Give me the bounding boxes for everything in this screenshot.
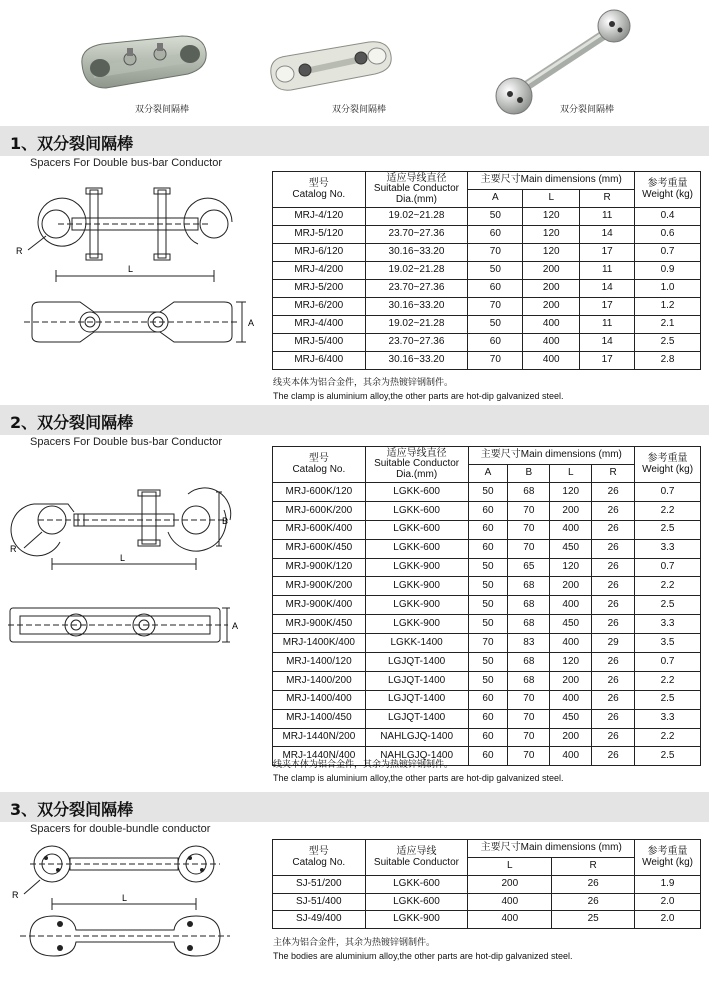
table-cell: 60 [468,280,523,298]
table-cell: 70 [508,747,550,766]
table-cell: 26 [592,747,635,766]
table-cell: 26 [592,709,635,728]
table-cell: 50 [468,558,508,577]
table-cell: 26 [592,653,635,672]
table-cell: 60 [468,709,508,728]
dim-label-l: L [122,893,128,903]
table-cell: 30.16~33.20 [365,352,468,370]
table-row [273,226,701,244]
table-cell: 200 [550,671,592,690]
col-dimensions: 主要尺寸Main dimensions (mm) [468,447,635,465]
table-row [273,334,701,352]
table-cell: MRJ-6/400 [273,352,366,370]
section-header [0,405,709,435]
table-cell: 2.8 [635,352,701,370]
table-cell: 0.7 [635,653,701,672]
table-cell: 70 [508,520,550,539]
table-row [273,709,701,728]
col-model: 型号 Catalog No. [273,447,366,483]
table-cell: 70 [508,539,550,558]
section-subtitle: Spacers for double-bundle conductor [30,823,211,835]
section-header [0,792,709,822]
table-cell: 2.2 [635,501,701,520]
table-cell: 26 [592,728,635,747]
table-cell: 2.5 [635,690,701,709]
table-cell: 11 [580,262,635,280]
table-cell: MRJ-600K/450 [273,539,366,558]
table-cell: 70 [508,728,550,747]
table-cell: LGKK-900 [365,558,468,577]
table-cell: MRJ-5/200 [273,280,366,298]
table-row [273,298,701,316]
table-cell: LGKK-900 [365,596,468,615]
table-cell: MRJ-5/400 [273,334,366,352]
table-cell: LGJQT-1400 [365,671,468,690]
table-cell: MRJ-6/200 [273,298,366,316]
table-cell: 26 [592,671,635,690]
table-cell: 70 [508,709,550,728]
col-dimensions: 主要尺寸Main dimensions (mm) [468,840,635,858]
table-cell: 14 [580,280,635,298]
table-cell: LGJQT-1400 [365,690,468,709]
col-conductor: 适应导线直径 Suitable Conductor Dia.(mm) [365,447,468,483]
table-cell: 120 [523,244,580,262]
table-row [273,728,701,747]
table-row [273,280,701,298]
photo-caption: 双分裂间隔棒 [332,104,387,114]
table-cell: SJ-49/400 [273,911,366,929]
table-cell: 23.70~27.36 [365,334,468,352]
table-cell: 200 [523,262,580,280]
table-cell: 200 [550,501,592,520]
table-cell: MRJ-600K/120 [273,483,366,502]
table-cell: 26 [592,501,635,520]
table-row [273,558,701,577]
spacer-drawing-3 [10,838,240,968]
section-title: 1、双分裂间隔棒 [10,134,134,153]
table-cell: 400 [550,520,592,539]
table-cell: NAHLGJQ-1400 [365,747,468,766]
table-row [273,483,701,502]
table-row [273,501,701,520]
table-cell: MRJ-4/400 [273,316,366,334]
table-cell: MRJ-900K/120 [273,558,366,577]
table-cell: 60 [468,501,508,520]
table-cell: 11 [580,316,635,334]
table-row [273,352,701,370]
table-cell: 19.02~21.28 [365,316,468,334]
table-cell: 120 [523,226,580,244]
section-note: 线夹本体为铝合金件，其余为热镀锌钢制件。 The clamp is aluminium alloy,the other parts are hot-dip galvanized steel. [273,759,564,783]
table-cell: 11 [580,208,635,226]
table-cell: 120 [550,558,592,577]
table-cell: 3.5 [635,634,701,653]
table-cell: 26 [592,690,635,709]
table-cell: 3.3 [635,709,701,728]
table-row [273,577,701,596]
table-cell: 17 [580,352,635,370]
table-cell: 70 [468,244,523,262]
table-cell: MRJ-4/120 [273,208,366,226]
dim-label-r: R [10,544,17,554]
table-cell: LGJQT-1400 [365,653,468,672]
col-weight: 参考重量 Weight (kg) [635,172,701,208]
col-dimensions: 主要尺寸Main dimensions (mm) [468,172,635,190]
section-title: 3、双分裂间隔棒 [10,800,134,819]
section-title: 2、双分裂间隔棒 [10,413,134,432]
table-row [273,634,701,653]
table-cell: NAHLGJQ-1400 [365,728,468,747]
table-cell: 60 [468,728,508,747]
dim-label-r: R [16,246,23,256]
col-conductor: 适应导线 Suitable Conductor [365,840,468,876]
table-cell: 400 [550,596,592,615]
table-cell: 120 [550,483,592,502]
spacer-photo-2 [265,30,395,100]
table-cell: 68 [508,596,550,615]
table-cell: 3.3 [635,615,701,634]
table-cell: 50 [468,262,523,280]
section-subtitle: Spacers For Double bus-bar Conductor [30,436,222,448]
table-cell: 83 [508,634,550,653]
table-cell: 0.7 [635,483,701,502]
table-cell: MRJ-1400/400 [273,690,366,709]
table-cell: 30.16~33.20 [365,298,468,316]
table-cell: 70 [508,690,550,709]
table-cell: 60 [468,226,523,244]
subheader-row: A B L R [273,465,701,483]
table-cell: 120 [523,208,580,226]
table-cell: 400 [550,634,592,653]
section-note: 线夹本体为铝合金件，其余为热镀锌钢制件。 The clamp is aluminium alloy,the other parts are hot-dip galvanized steel. [273,377,564,401]
spec-table-1 [272,171,701,370]
table-cell: 3.3 [635,539,701,558]
table-cell: 200 [550,728,592,747]
table-cell: 200 [550,577,592,596]
table-cell: 68 [508,483,550,502]
table-cell: 65 [508,558,550,577]
table-cell: LGKK-600 [365,520,468,539]
col-model: 型号 Catalog No. [273,172,366,208]
table-cell: 400 [468,911,552,929]
table-cell: 0.9 [635,262,701,280]
table-cell: 26 [592,539,635,558]
table-cell: LGKK-600 [365,539,468,558]
table-cell: MRJ-1440N/200 [273,728,366,747]
table-cell: 23.70~27.36 [365,280,468,298]
table-cell: MRJ-6/120 [273,244,366,262]
table-cell: 400 [468,893,552,911]
table-cell: 26 [592,520,635,539]
table-row [273,893,701,911]
section-subtitle: Spacers For Double bus-bar Conductor [30,157,222,169]
table-cell: 50 [468,615,508,634]
table-row [273,876,701,894]
table-cell: SJ-51/200 [273,876,366,894]
table-cell: 26 [552,876,635,894]
col-model: 型号 Catalog No. [273,840,366,876]
table-cell: 2.1 [635,316,701,334]
table-cell: 2.5 [635,596,701,615]
table-cell: 60 [468,520,508,539]
col-weight: 参考重量 Weight (kg) [635,840,701,876]
table-cell: SJ-51/400 [273,893,366,911]
table-cell: 19.02~21.28 [365,262,468,280]
table-cell: MRJ-1400/120 [273,653,366,672]
table-cell: 200 [523,280,580,298]
table-cell: 14 [580,226,635,244]
table-cell: 60 [468,690,508,709]
table-cell: LGKK-900 [365,911,468,929]
table-cell: 450 [550,539,592,558]
table-cell: 0.4 [635,208,701,226]
photo-caption: 双分裂间隔棒 [560,104,615,114]
table-cell: 0.7 [635,558,701,577]
table-cell: 2.5 [635,334,701,352]
table-row [273,208,701,226]
table-row [273,653,701,672]
table-cell: LGKK-600 [365,501,468,520]
table-cell: 2.2 [635,671,701,690]
table-cell: 19.02~21.28 [365,208,468,226]
subheader-row: L R [273,858,701,876]
table-cell: 50 [468,671,508,690]
table-cell: LGKK-600 [365,893,468,911]
section-header [0,126,709,156]
photo-caption: 双分裂间隔棒 [135,104,190,114]
dim-label-a: A [232,621,239,631]
table-cell: LGKK-1400 [365,634,468,653]
table-cell: 1.9 [635,876,701,894]
table-cell: 17 [580,244,635,262]
table-cell: MRJ-4/200 [273,262,366,280]
table-row [273,596,701,615]
table-cell: 26 [592,596,635,615]
col-weight: 参考重量 Weight (kg) [635,447,701,483]
table-cell: LGKK-600 [365,483,468,502]
table-cell: 2.0 [635,893,701,911]
table-cell: 1.2 [635,298,701,316]
table-cell: 200 [523,298,580,316]
table-cell: 17 [580,298,635,316]
table-cell: MRJ-1400K/400 [273,634,366,653]
table-cell: 30.16~33.20 [365,244,468,262]
table-cell: 68 [508,671,550,690]
table-cell: 26 [592,577,635,596]
table-cell: 0.7 [635,244,701,262]
table-cell: MRJ-900K/450 [273,615,366,634]
table-cell: 2.0 [635,911,701,929]
table-cell: LGKK-900 [365,615,468,634]
spacer-drawing-2 [8,480,258,670]
dim-label-l: L [120,553,126,563]
table-cell: 450 [550,615,592,634]
table-cell: 60 [468,334,523,352]
table-cell: 68 [508,653,550,672]
table-row [273,615,701,634]
table-row [273,520,701,539]
dim-label-a: A [248,318,255,328]
dim-label-r: R [12,890,19,900]
table-row [273,539,701,558]
table-cell: MRJ-900K/400 [273,596,366,615]
table-cell: MRJ-1400/450 [273,709,366,728]
table-cell: 50 [468,596,508,615]
table-row [273,316,701,334]
dim-label-l: L [128,264,134,274]
table-cell: 200 [468,876,552,894]
table-cell: 2.2 [635,577,701,596]
table-cell: 70 [468,298,523,316]
table-cell: 70 [508,501,550,520]
table-cell: MRJ-5/120 [273,226,366,244]
table-cell: 26 [592,483,635,502]
table-cell: 2.5 [635,747,701,766]
table-cell: 26 [552,893,635,911]
table-cell: MRJ-1440N/400 [273,747,366,766]
dim-label-b: B [222,516,229,526]
section-note: 主体为铝合金件，其余为热镀锌钢制件。 The bodies are aluminium alloy,the other parts are hot-dip galvanized steel. [273,937,573,961]
table-cell: MRJ-600K/400 [273,520,366,539]
table-cell: LGKK-600 [365,876,468,894]
table-cell: 400 [550,690,592,709]
table-cell: 0.6 [635,226,701,244]
table-row [273,244,701,262]
table-cell: 2.2 [635,728,701,747]
table-cell: 68 [508,615,550,634]
table-cell: 26 [592,558,635,577]
table-cell: 29 [592,634,635,653]
spec-table-2 [272,446,701,766]
table-cell: 14 [580,334,635,352]
table-cell: 120 [550,653,592,672]
table-cell: 2.5 [635,520,701,539]
spacer-photo-1 [72,22,212,102]
table-cell: 26 [592,615,635,634]
table-cell: 50 [468,208,523,226]
table-cell: LGKK-900 [365,577,468,596]
table-cell: MRJ-1400/200 [273,671,366,690]
table-cell: 60 [468,539,508,558]
product-photos [0,0,709,125]
table-cell: MRJ-900K/200 [273,577,366,596]
table-row [273,671,701,690]
table-row [273,911,701,929]
subheader-row: A L R [273,190,701,208]
table-cell: 400 [523,316,580,334]
table-cell: 50 [468,653,508,672]
table-cell: 50 [468,316,523,334]
spacer-drawing-1 [10,172,260,372]
table-cell: 23.70~27.36 [365,226,468,244]
col-conductor: 适应导线直径 Suitable Conductor Dia.(mm) [365,172,468,208]
table-cell: 68 [508,577,550,596]
table-row [273,262,701,280]
table-cell: 50 [468,577,508,596]
table-cell: 60 [468,747,508,766]
table-cell: 50 [468,483,508,502]
table-cell: 25 [552,911,635,929]
table-row [273,690,701,709]
table-cell: LGJQT-1400 [365,709,468,728]
table-cell: 400 [523,334,580,352]
spec-table-3 [272,839,701,929]
table-cell: 70 [468,352,523,370]
table-cell: 400 [550,747,592,766]
table-cell: MRJ-600K/200 [273,501,366,520]
table-cell: 450 [550,709,592,728]
table-cell: 70 [468,634,508,653]
table-cell: 1.0 [635,280,701,298]
table-cell: 400 [523,352,580,370]
